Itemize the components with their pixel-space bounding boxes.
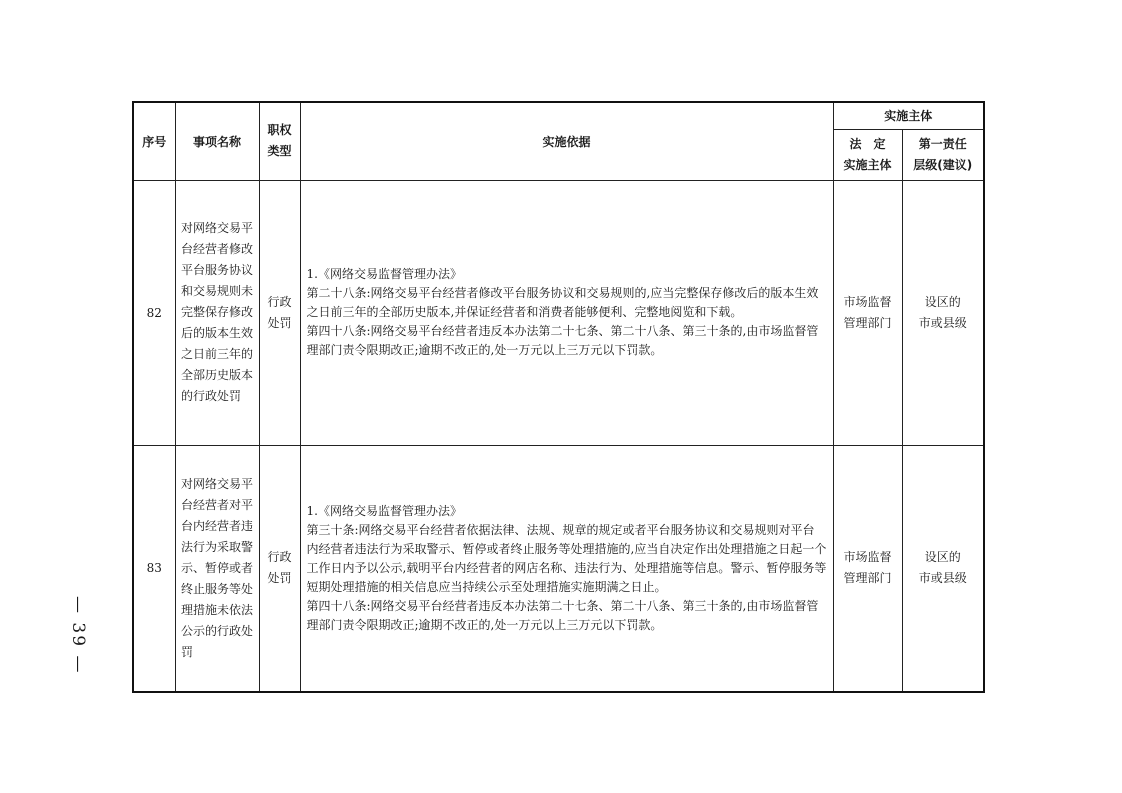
row-legal-line1: 市场监督 [843,294,892,309]
header-name: 事项名称 [175,102,259,180]
row-legal-line1: 市场监督 [843,550,892,565]
header-type-line2: 类型 [267,144,292,159]
header-first-line1: 第一责任 [918,136,967,151]
row-type-line2: 处罚 [267,571,292,586]
row-legal-line2: 管理部门 [843,315,892,330]
basis-article: 第二十八条:网络交易平台经营者修改平台服务协议和交易规则的,应当完整保存修改后的版本生效之日前三年的全部历史版本,并保证经营者和消费者能够便利、完整地阅览和下载。 [306,286,819,319]
basis-title: 1.《网络交易监督管理办法》 [306,267,462,281]
basis-article: 第三十条:网络交易平台经营者依据法律、法规、规章的规定或者平台服务协议和交易规则对平台内经营者违法行为采取警示、暂停或者终止服务等处理措施的,应当自决定作出处理措施之日起一个工作日内予以公示,载明平台内经营者的网店名称、违法行为、处理措施等信息。警示、暂停服务等短期处理措施的相关信息应当持续公示至处理措施实施期满之日止。 [306,522,827,594]
row-first-level [902,445,984,692]
header-row-top [133,102,984,129]
basis-article: 第四十八条:网络交易平台经营者违反本办法第二十七条、第二十八条、第三十条的,由市场监督管理部门责令限期改正;逾期不改正的,处一万元以上三万元以下罚款。 [306,598,819,632]
row-name-text: 对网络交易平台经营者对平台内经营者违法行为采取警示、暂停或者终止服务等处理措施未依法公示的行政处罚 [181,476,254,659]
enforcement-items-table [132,101,985,693]
page-number: — 39 — [68,596,88,675]
row-first-line2: 市或县级 [918,315,967,330]
row-name [175,445,259,692]
row-name [175,180,259,445]
table-row [133,180,984,445]
header-legal-subject [833,129,902,180]
row-type [259,445,300,692]
row-legal-line2: 管理部门 [843,571,892,586]
row-type-line1: 行政 [267,294,292,309]
table-row [133,445,984,692]
row-legal-subject [833,445,902,692]
row-name-text: 对网络交易平台经营者修改平台服务协议和交易规则未完整保存修改后的版本生效之日前三年的全部历史版本的行政处罚 [181,221,254,403]
row-first-level [902,180,984,445]
header-type [259,102,300,180]
header-legal-line1: 法 定 [849,136,886,151]
row-first-line1: 设区的 [924,294,961,309]
row-first-line2: 市或县级 [918,571,967,586]
row-seq: 83 [133,445,175,692]
header-type-line1: 职权 [267,123,292,138]
header-first-line2: 层级(建议) [913,157,973,172]
row-type-line1: 行政 [267,550,292,565]
header-subject: 实施主体 [833,102,984,129]
header-basis: 实施依据 [300,102,833,180]
basis-article: 第四十八条:网络交易平台经营者违反本办法第二十七条、第二十八条、第三十条的,由市场监督管理部门责令限期改正;逾期不改正的,处一万元以上三万元以下罚款。 [306,324,819,357]
row-basis [300,445,833,692]
row-legal-subject [833,180,902,445]
header-seq: 序号 [133,102,175,180]
row-type-line2: 处罚 [267,315,292,330]
row-basis [300,180,833,445]
header-first-level [902,129,984,180]
basis-title: 1.《网络交易监督管理办法》 [306,503,462,518]
row-type [259,180,300,445]
row-seq: 82 [133,180,175,445]
row-first-line1: 设区的 [924,550,961,565]
header-legal-line2: 实施主体 [843,157,892,172]
